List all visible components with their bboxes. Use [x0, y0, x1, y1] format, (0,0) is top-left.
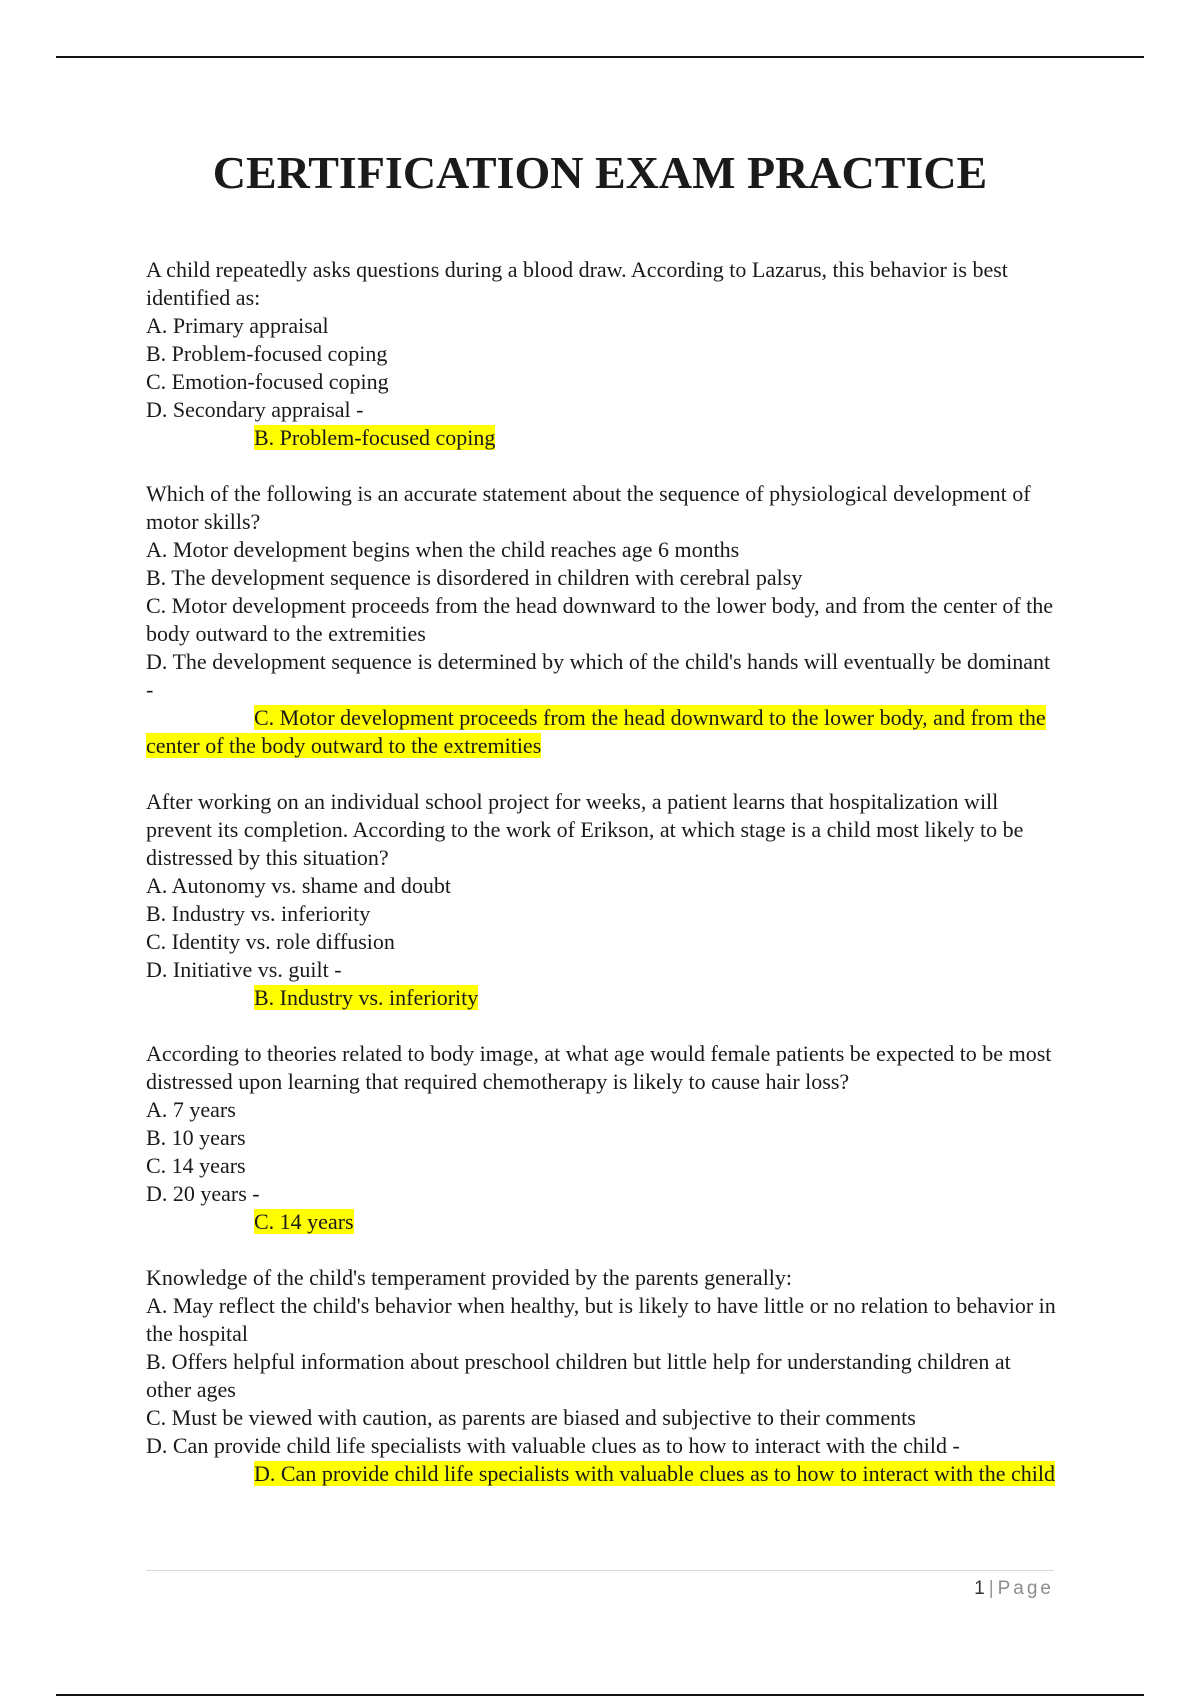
answer-line: [146, 1460, 1056, 1488]
question-2: [146, 480, 1056, 760]
highlighted-answer: B. Industry vs. inferiority: [254, 985, 479, 1010]
answer-line: [146, 704, 1056, 760]
highlighted-answer: B. Problem-focused coping: [254, 425, 496, 450]
option-a: A. Motor development begins when the child reaches age 6 months: [146, 537, 740, 562]
page-number: 1: [974, 1578, 985, 1599]
option-b: B. Offers helpful information about preschool children but little help for understanding children at other ages: [146, 1349, 1011, 1402]
highlighted-answer: C. Motor development proceeds from the head downward to the lower body, and from the center of the body outward to the extremities: [146, 705, 1046, 758]
option-c: C. 14 years: [146, 1153, 246, 1178]
option-a: A. 7 years: [146, 1097, 236, 1122]
option-c: C. Emotion-focused coping: [146, 369, 389, 394]
bottom-rule: [56, 1694, 1144, 1696]
question-stem: Which of the following is an accurate statement about the sequence of physiological development of motor skills?: [146, 481, 1031, 534]
answer-line: [146, 424, 1056, 452]
option-c: C. Motor development proceeds from the head downward to the lower body, and from the center of the body outward to the extremities: [146, 593, 1054, 646]
option-a: A. May reflect the child's behavior when healthy, but is likely to have little or no relation to behavior in the hospital: [146, 1293, 1056, 1346]
option-c: C. Identity vs. role diffusion: [146, 929, 395, 954]
question-3: [146, 788, 1056, 1012]
document-title: CERTIFICATION EXAM PRACTICE: [212, 147, 988, 198]
answer-line: [146, 984, 1056, 1012]
option-d: D. Can provide child life specialists with valuable clues as to how to interact with the child -: [146, 1433, 960, 1458]
answer-line: [146, 1208, 1056, 1236]
footer-separator: |: [988, 1578, 994, 1599]
page-label: Page: [997, 1578, 1054, 1599]
question-stem: Knowledge of the child's temperament provided by the parents generally:: [146, 1265, 793, 1290]
question-4: [146, 1040, 1056, 1236]
option-d: D. 20 years -: [146, 1181, 260, 1206]
option-d: D. Secondary appraisal -: [146, 397, 364, 422]
question-stem: A child repeatedly asks questions during a blood draw. According to Lazarus, this behavior is best identified as:: [146, 257, 1008, 310]
top-rule: [56, 56, 1144, 58]
option-d: D. Initiative vs. guilt -: [146, 957, 342, 982]
option-a: A. Primary appraisal: [146, 313, 329, 338]
highlighted-answer: D. Can provide child life specialists with valuable clues as to how to interact with the child: [254, 1461, 1055, 1486]
page-footer: [974, 1576, 1054, 1602]
footer-rule: [146, 1570, 1054, 1571]
option-c: C. Must be viewed with caution, as parents are biased and subjective to their comments: [146, 1405, 916, 1430]
question-stem: According to theories related to body image, at what age would female patients be expected to be most distressed upon learning that required chemotherapy is likely to cause hair loss?: [146, 1041, 1052, 1094]
option-b: B. Industry vs. inferiority: [146, 901, 371, 926]
option-b: B. Problem-focused coping: [146, 341, 388, 366]
option-b: B. 10 years: [146, 1125, 246, 1150]
question-1: [146, 256, 1056, 452]
question-list: [146, 256, 1056, 1516]
question-5: [146, 1264, 1056, 1488]
option-d: D. The development sequence is determined by which of the child's hands will eventually be dominant -: [146, 649, 1051, 702]
question-stem: After working on an individual school project for weeks, a patient learns that hospitalization will prevent its completion. According to the work of Erikson, at which stage is a child most likely to be distressed by this situation?: [146, 789, 1024, 870]
option-b: B. The development sequence is disordered in children with cerebral palsy: [146, 565, 803, 590]
highlighted-answer: C. 14 years: [254, 1209, 354, 1234]
option-a: A. Autonomy vs. shame and doubt: [146, 873, 451, 898]
